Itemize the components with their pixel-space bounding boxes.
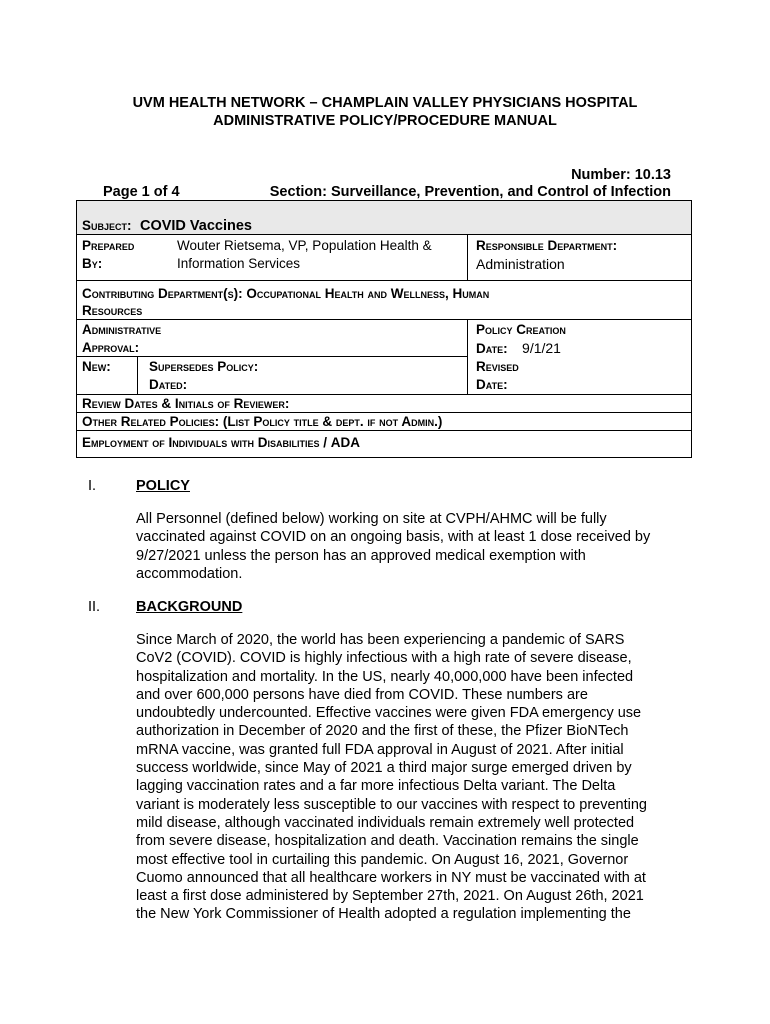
paragraph-line: success worldwide, since May of 2021 a third major surge emerged driven by: [136, 760, 632, 777]
table-line: [467, 319, 468, 394]
ada-text: ADA: [330, 435, 361, 450]
paragraph-line: CoV2 (COVID). COVID is highly infectious with a high rate of severe disease,: [136, 650, 632, 667]
section-numeral-background: II.: [88, 599, 101, 615]
paragraph-line: authorization in December of 2020 and the first of these, the Pfizer BioNTech: [136, 723, 629, 740]
policy-paragraph: [136, 510, 676, 583]
responsible-department-value: Administration: [476, 256, 565, 272]
subject-value: COVID Vaccines: [139, 218, 252, 234]
employment-policy-text: Employment of Individuals with Disabilities /: [82, 435, 331, 450]
policy-creation-date-label: Date:: [476, 341, 508, 356]
supersedes-policy-label: Supersedes Policy:: [149, 359, 259, 374]
paragraph-line: All Personnel (defined below) working on site at CVPH/AHMC will be fully: [136, 511, 607, 527]
table-line: [77, 412, 691, 413]
policy-creation-label: Policy Creation: [476, 322, 566, 337]
policy-info-table: [76, 200, 692, 458]
subject-label: Subject:: [82, 218, 132, 233]
manual-title-line-1: UVM HEALTH NETWORK – CHAMPLAIN VALLEY PHYSICIANS HOSPITAL: [132, 95, 638, 111]
policy-creation-date-value: 9/1/21: [522, 340, 561, 356]
table-line: [77, 280, 691, 281]
table-line: [77, 394, 691, 395]
paragraph-line: mRNA vaccine, was granted full FDA approval in August of 2021. After initial: [136, 741, 624, 758]
administrative-approval-label-2: Approval:: [82, 340, 140, 355]
table-line: [77, 356, 467, 357]
prepared-by-value-2: Information Services: [177, 256, 301, 271]
section-title: Section: Surveillance, Prevention, and Control of Infection: [269, 184, 671, 200]
paragraph-line: mild disease, although vaccinated individuals remain extremely well protected: [136, 814, 635, 831]
section-numeral-policy: I.: [88, 478, 97, 494]
paragraph-line: from severe disease, hospitalization and death. Vaccination remains the single: [136, 833, 639, 850]
paragraph-line: Cuomo announced that all healthcare workers in NY must be vaccinated with at: [136, 869, 646, 886]
policy-creation-date-row: [476, 340, 561, 358]
review-dates-label: Review Dates & Initials of Reviewer:: [82, 396, 290, 411]
manual-title-line-2: ADMINISTRATIVE POLICY/PROCEDURE MANUAL: [213, 113, 557, 129]
responsible-department-label: Responsible Department:: [476, 238, 618, 253]
employment-ada-policy: [82, 434, 360, 452]
paragraph-line: variant is moderately less susceptible to our vaccines with respect to preventing: [136, 796, 647, 813]
contributing-departments-line-2: Resources: [82, 303, 143, 318]
table-line: [137, 356, 138, 394]
prepared-by-label-1: Prepared: [82, 238, 135, 253]
paragraph-line: and over 600,000 persons have died from COVID. These numbers are: [136, 686, 588, 703]
paragraph-line: the New York Commissioner of Health adopted a regulation implementing the: [136, 906, 631, 923]
revised-label: Revised: [476, 359, 519, 374]
paragraph-line: hospitalization and mortality. In the US, nearly 40,000,000 have been infected: [136, 668, 634, 685]
paragraph-line: lagging vaccination rates and a far more infectious Delta variant. The Delta: [136, 778, 616, 795]
table-line: [77, 430, 691, 431]
paragraph-line: most effective tool in curtailing this pandemic. On August 16, 2021, Governor: [136, 851, 629, 868]
subject-row: [82, 217, 252, 235]
other-related-policies-label: Other Related Policies: (List Policy title & dept. if not Admin.): [82, 414, 443, 429]
new-label: New:: [82, 359, 111, 374]
policy-number: Number: 10.13: [571, 167, 671, 183]
paragraph-line: 9/27/2021 unless the person has an approved medical exemption with: [136, 547, 586, 564]
table-line: [77, 319, 691, 320]
revised-date-label: Date:: [476, 377, 508, 392]
contributing-departments-line-1: Contributing Department(s): Occupational Health and Wellness, Human: [82, 286, 490, 301]
section-heading-policy: POLICY: [136, 478, 190, 494]
prepared-by-value-1: Wouter Rietsema, VP, Population Health &: [177, 238, 432, 253]
background-paragraph: [136, 631, 676, 924]
paragraph-line: Since March of 2020, the world has been experiencing a pandemic of SARS: [136, 632, 625, 648]
supersedes-dated-label: Dated:: [149, 377, 188, 392]
paragraph-line: accommodation.: [136, 565, 243, 582]
prepared-by-label-2: By:: [82, 256, 103, 271]
administrative-approval-label-1: Administrative: [82, 322, 162, 337]
paragraph-line: vaccinated against COVID on an ongoing basis, with at least 1 dose received by: [136, 529, 651, 546]
paragraph-line: undoubtedly undercounted. Effective vaccines were given FDA emergency use: [136, 705, 642, 722]
section-heading-background: BACKGROUND: [136, 599, 243, 615]
table-line: [467, 234, 468, 280]
page-indicator: Page 1 of 4: [103, 184, 180, 200]
paragraph-line: least a first dose administered by September 27th, 2021. On August 26th, 2021: [136, 888, 644, 905]
